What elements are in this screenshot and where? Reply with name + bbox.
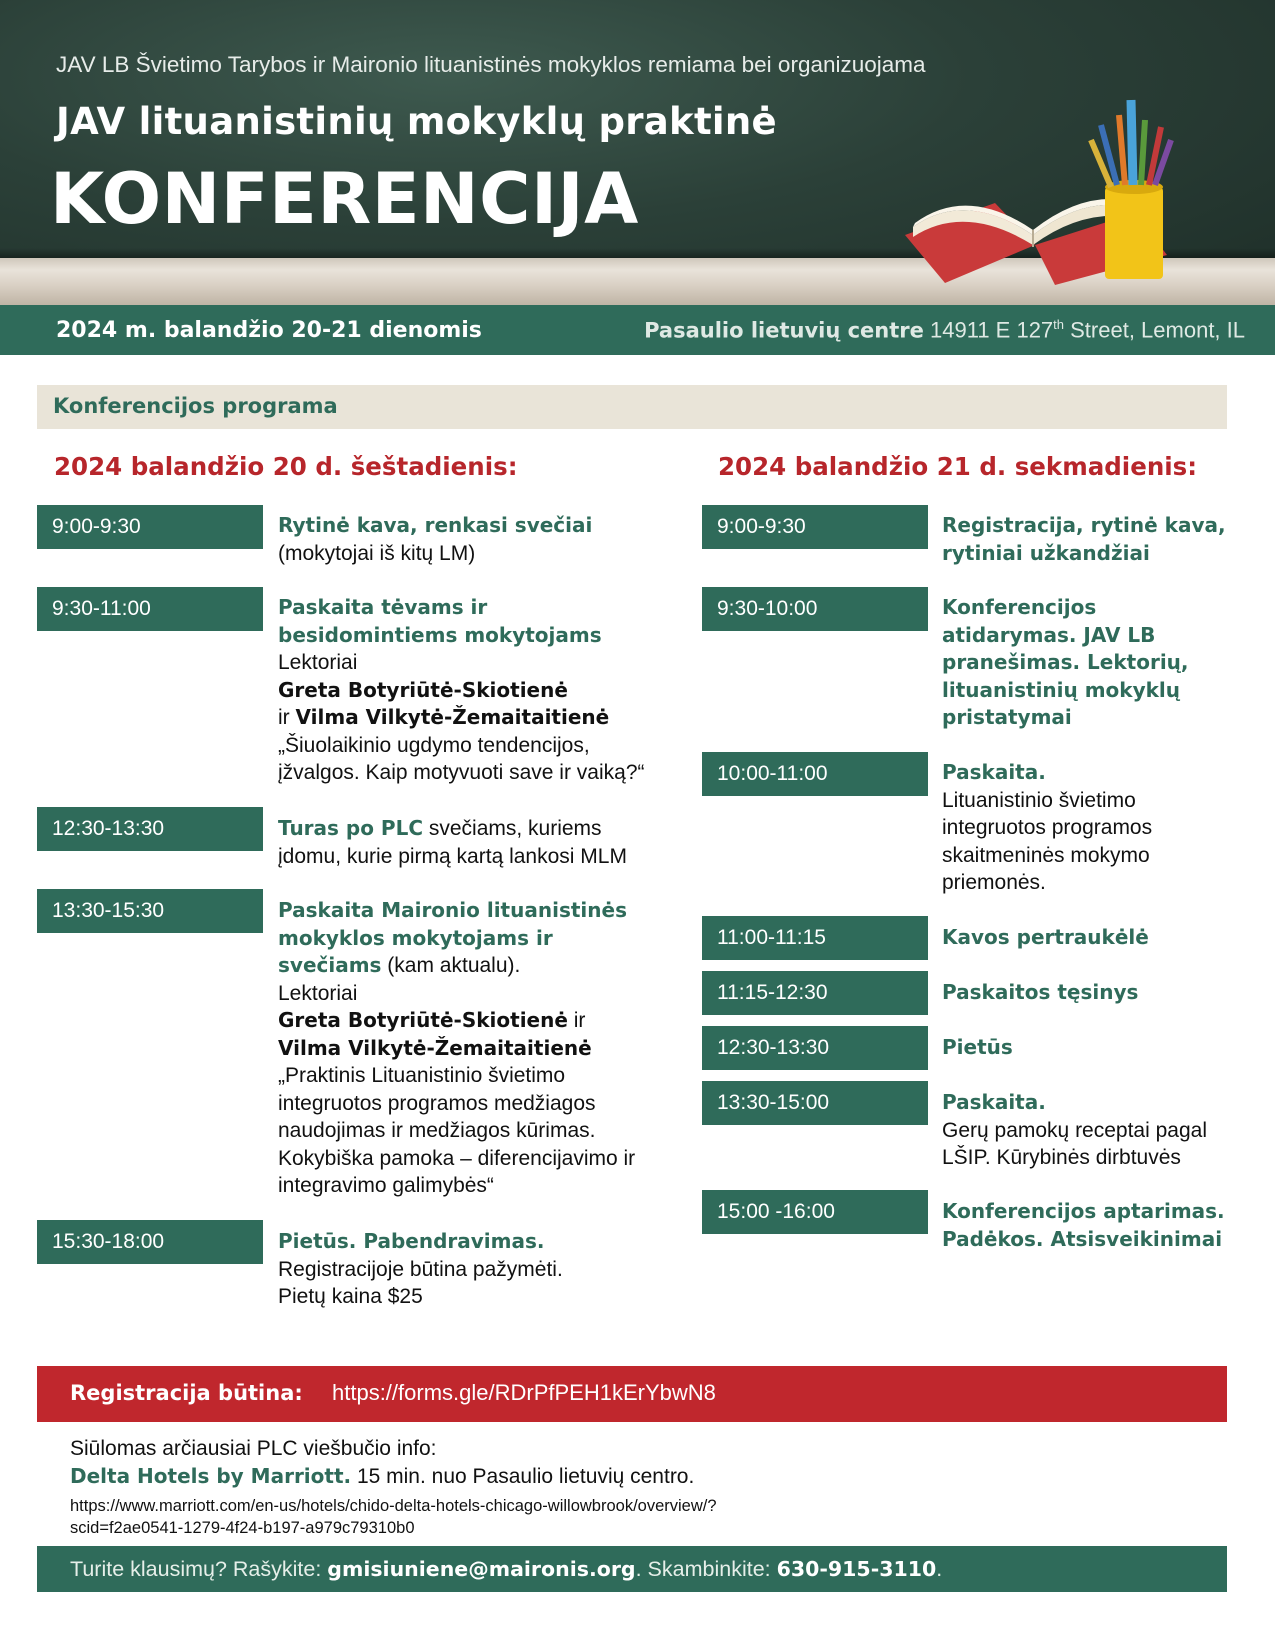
day2-time-3: 10:00-11:00 <box>702 752 928 796</box>
registration-bar <box>37 1366 1227 1422</box>
address-sup: th <box>1053 317 1065 332</box>
day2-time-6: 12:30-13:30 <box>702 1026 928 1070</box>
day1-line1-5: Registracijoje būtina pažymėti. <box>278 1257 563 1281</box>
day2-desc-1 <box>942 512 1252 567</box>
hero-banner <box>0 0 1275 305</box>
hero-title: JAV lituanistinių mokyklų praktinė <box>56 100 777 143</box>
hero-subtitle: JAV LB Švietimo Tarybos ir Maironio lituanistinės mokyklos remiama bei organizuojama <box>56 52 926 77</box>
day1-time-3: 12:30-13:30 <box>37 807 263 851</box>
address-post: Street, Lemont, IL <box>1064 317 1245 343</box>
day1-text-1: (mokytojai iš kitų LM) <box>278 541 476 565</box>
day2-time-8: 15:00 -16:00 <box>702 1190 928 1234</box>
day2-title-5: Paskaitos tęsinys <box>942 980 1139 1004</box>
day2-title-2: Konferencijos atidarymas. JAV LB pranešimas. Lektorių, lituanistinių mokyklų pristatymai <box>942 595 1189 729</box>
registration-link[interactable]: https://forms.gle/RDrPfPEH1kErYbwN8 <box>332 1380 716 1405</box>
day1-time-1: 9:00-9:30 <box>37 505 263 549</box>
day2-text-3: Lituanistinio švietimo integruotos programos skaitmeninės mokymo priemonės. <box>942 788 1153 894</box>
day2-time-7: 13:30-15:00 <box>702 1081 928 1125</box>
hotel-distance: 15 min. nuo Pasaulio lietuvių centro. <box>351 1465 695 1488</box>
day2-time-4: 11:00-11:15 <box>702 916 928 960</box>
day2-desc-6 <box>942 1034 1252 1062</box>
day2-desc-3 <box>942 759 1192 897</box>
day1-time-4: 13:30-15:30 <box>37 889 263 933</box>
contact-end: . <box>936 1557 943 1581</box>
day1-lecturers-2: Lektoriai <box>278 651 358 674</box>
day1-desc-5 <box>278 1228 678 1311</box>
hero-big-title: KONFERENCIJA <box>50 158 639 240</box>
day1-title-4: Paskaita Maironio lituanistinės mokyklos mokytojams ir svečiams <box>278 898 627 977</box>
event-location <box>644 317 1245 343</box>
day1-name2-2: Vilma Vilkytė-Žemaitaitienė <box>295 705 610 729</box>
day1-quote-2: „Šiuolaikinio ugdymo tendencijos, įžvalgos. Kaip motyvuoti save ir vaiką?“ <box>278 733 645 784</box>
hotel-intro: Siūlomas arčiausiai PLC viešbučio info: <box>70 1437 437 1460</box>
day2-title-3: Paskaita. <box>942 760 1046 784</box>
day1-title-2: Paskaita tėvams ir besidomintiems mokytojams <box>278 595 602 647</box>
hotel-link[interactable]: https://www.marriott.com/en-us/hotels/chido-delta-hotels-chicago-willowbrook/overview/?scid=f2ae0541-1279-4f24-b197-a979c79310b0 <box>70 1497 717 1537</box>
day2-title-4: Kavos pertraukėlė <box>942 925 1149 949</box>
day2-time-5: 11:15-12:30 <box>702 971 928 1015</box>
day1-lecturers-4: Lektoriai <box>278 981 358 1005</box>
day2-time-2: 9:30-10:00 <box>702 587 928 631</box>
day1-title-1: Rytinė kava, renkasi svečiai <box>278 513 593 537</box>
day1-quote-4: „Praktinis Lituanistinio švietimo integruotos programos medžiagos naudojimas ir medžiagos kūrimas. Kokybiška pamoka – diferencijavimo ir integravimo galimybės“ <box>278 1064 636 1197</box>
address-pre: 14911 E 127 <box>930 317 1054 343</box>
program-heading: Konferencijos programa <box>53 394 338 418</box>
contact-line <box>70 1557 942 1582</box>
contact-email[interactable]: gmisiuniene@maironis.org <box>327 1557 636 1581</box>
contact-bar <box>37 1546 1227 1592</box>
day2-time-1: 9:00-9:30 <box>702 505 928 549</box>
program-heading-bar <box>37 385 1227 429</box>
day2-heading: 2024 balandžio 21 d. sekmadienis: <box>718 452 1198 481</box>
day2-desc-8 <box>942 1198 1242 1253</box>
day2-title-8: Konferencijos aptarimas. Padėkos. Atsisveikinimai <box>942 1199 1225 1251</box>
day1-desc-1 <box>278 512 678 567</box>
day1-title-3: Turas po PLC <box>278 816 424 840</box>
day2-title-6: Pietūs <box>942 1035 1013 1059</box>
day1-name2-4: Vilma Vilkytė-Žemaitaitienė <box>278 1035 592 1060</box>
day2-title-7: Paskaita. <box>942 1090 1046 1114</box>
day2-desc-7 <box>942 1089 1232 1172</box>
day1-title-5: Pietūs. Pabendravimas. <box>278 1229 545 1253</box>
hotel-name: Delta Hotels by Marriott. <box>70 1464 352 1488</box>
day2-title-1: Registracija, rytinė kava, rytiniai užkandžiai <box>942 513 1226 565</box>
day1-time-2: 9:30-11:00 <box>37 587 263 631</box>
day1-desc-2 <box>278 594 648 787</box>
day2-desc-2 <box>942 594 1202 732</box>
day1-and-4: ir <box>567 1009 586 1032</box>
day1-heading: 2024 balandžio 20 d. šeštadienis: <box>54 452 518 481</box>
day1-time-5: 15:30-18:00 <box>37 1220 263 1264</box>
day1-text-3: svečiams, kuriems įdomu, kurie pirmą kartą lankosi MLM <box>278 817 627 868</box>
contact-phone[interactable]: 630-915-3110 <box>776 1557 937 1581</box>
day1-line2-5: Pietų kaina $25 <box>278 1285 423 1308</box>
day2-desc-5 <box>942 979 1252 1007</box>
day1-desc-4 <box>278 897 648 1200</box>
day1-name1-4: Greta Botyriūtė-Skiotienė <box>278 1008 568 1032</box>
venue-name: Pasaulio lietuvių centre <box>644 318 924 343</box>
day1-title-after-4: (kam aktualu). <box>381 954 521 977</box>
book-and-pencils-icon <box>905 95 1225 295</box>
contact-pre: Turite klausimų? Rašykite: <box>70 1557 328 1581</box>
hotel-line <box>70 1464 694 1489</box>
day2-text-7: Gerų pamokų receptai pagal LŠIP. Kūrybinės dirbtuvės <box>942 1118 1207 1169</box>
day1-name1-2: Greta Botyriūtė-Skiotienė <box>278 677 568 702</box>
contact-mid: . Skambinkite: <box>635 1557 777 1581</box>
day1-desc-3 <box>278 815 658 870</box>
registration-label: Registracija būtina: <box>70 1381 303 1405</box>
day2-desc-4 <box>942 924 1252 952</box>
info-bar <box>0 305 1275 355</box>
event-date: 2024 m. balandžio 20-21 dienomis <box>56 318 482 343</box>
day1-and-2: ir <box>278 706 290 729</box>
